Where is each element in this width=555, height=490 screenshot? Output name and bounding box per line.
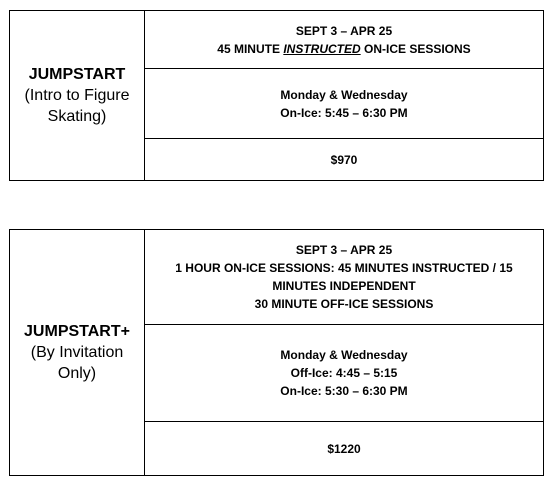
- season-dates: SEPT 3 – APR 25: [295, 23, 393, 38]
- season-dates: SEPT 3 – APR 25: [295, 243, 393, 257]
- jumpstart-plus-row-dates: [10, 230, 544, 325]
- jumpstart-row-dates: [10, 11, 544, 69]
- program-subtitle: Skating): [47, 108, 107, 125]
- jumpstart-plus-dates-cell: [145, 230, 544, 325]
- jumpstart-schedule-cell: [145, 69, 544, 139]
- jumpstart-table: [9, 10, 544, 181]
- jumpstart-price-cell: [145, 139, 544, 181]
- session-line: 1 HOUR ON-ICE SESSIONS: 45 MINUTES INSTRUCTED / 15: [175, 261, 513, 275]
- jumpstart-dates-cell: [145, 11, 544, 69]
- session-description: [151, 40, 537, 58]
- session-emphasis: INSTRUCTED: [283, 41, 361, 56]
- price: $970: [330, 152, 358, 167]
- jumpstart-plus-price-cell: [145, 422, 544, 476]
- session-suffix: ON-ICE SESSIONS: [360, 41, 471, 56]
- schedule-on-ice: On-Ice: 5:45 – 6:30 PM: [280, 105, 408, 120]
- jumpstart-plus-name-cell: [10, 230, 145, 476]
- session-line: MINUTES INDEPENDENT: [272, 279, 416, 293]
- program-subtitle: (Intro to Figure: [24, 87, 130, 104]
- program-subtitle: Only): [57, 365, 97, 382]
- program-subtitle: (By Invitation: [30, 344, 124, 361]
- jumpstart-name-cell: [10, 11, 145, 181]
- jumpstart-plus-schedule-cell: [145, 325, 544, 422]
- session-prefix: 45 MINUTE: [217, 41, 284, 56]
- program-name: JUMPSTART: [28, 66, 126, 83]
- schedule-on-ice: On-Ice: 5:30 – 6:30 PM: [280, 384, 408, 398]
- schedule-days: Monday & Wednesday: [280, 348, 408, 362]
- program-name: JUMPSTART+: [24, 323, 130, 340]
- price: $1220: [327, 441, 361, 456]
- session-line: 30 MINUTE OFF-ICE SESSIONS: [254, 297, 434, 311]
- schedule-off-ice: Off-Ice: 4:45 – 5:15: [290, 366, 398, 380]
- jumpstart-plus-table: [9, 229, 544, 476]
- schedule-days: Monday & Wednesday: [280, 87, 408, 102]
